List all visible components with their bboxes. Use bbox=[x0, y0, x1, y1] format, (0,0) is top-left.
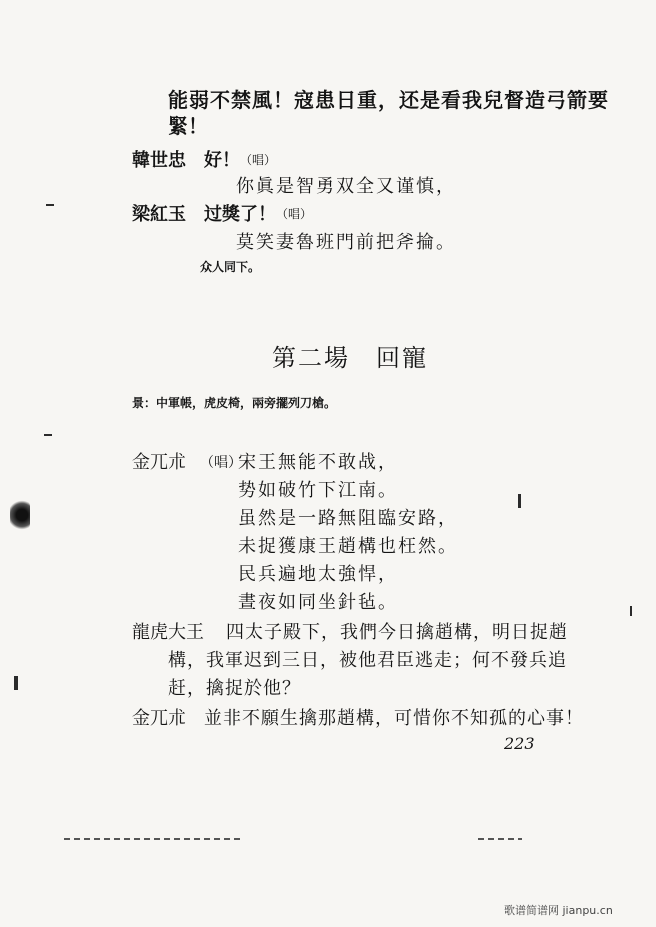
verse-line: 虽然是一路無阻臨安路， bbox=[238, 508, 458, 529]
stage-direction: （唱） bbox=[276, 207, 313, 221]
speaker-name: 金兀朮 bbox=[132, 708, 186, 729]
page-number: 223 bbox=[504, 734, 535, 753]
verse-line: 势如破竹下江南。 bbox=[238, 480, 398, 501]
scan-mark bbox=[14, 676, 18, 690]
stage-direction: （唱） bbox=[200, 455, 242, 471]
speaker-name: 龍虎大王 bbox=[132, 622, 204, 643]
verse-line: 未捉獲康王趙構也枉然。 bbox=[238, 536, 458, 557]
verse-line: 晝夜如同坐針毡。 bbox=[238, 592, 398, 613]
footer-rule bbox=[478, 838, 522, 840]
dialogue-line: 过獎了！ bbox=[204, 204, 276, 225]
verse-line: 你眞是智勇双全又谨慎， bbox=[236, 176, 456, 197]
dialogue-line: 好！ bbox=[204, 150, 240, 171]
scan-mark bbox=[44, 434, 52, 436]
dialogue-line: 能弱不禁風！寇患日重，还是看我兒督造弓箭要 bbox=[168, 88, 609, 112]
dialogue-line: 緊！ bbox=[168, 114, 208, 138]
watermark: 歌谱简谱网 jianpu.cn bbox=[504, 904, 613, 917]
scene-title: 第二場 回寵 bbox=[272, 344, 428, 372]
dialogue-line: 赶，擒捉於他？ bbox=[168, 678, 301, 699]
dialogue-line: 構，我軍迟到三日，被他君臣逃走；何不發兵追 bbox=[168, 650, 567, 671]
footer-rule bbox=[64, 838, 244, 840]
dialogue-line: 四太子殿下，我們今日擒趙構，明日捉趙 bbox=[226, 622, 568, 643]
stage-direction: （唱） bbox=[240, 153, 277, 167]
scan-mark bbox=[46, 204, 54, 206]
verse-line: 宋王無能不敢战， bbox=[238, 452, 398, 473]
scan-mark bbox=[630, 606, 632, 616]
verse-line: 莫笑妻魯班門前把斧掄。 bbox=[236, 232, 456, 253]
speaker-name: 韓世忠 bbox=[132, 150, 186, 171]
speaker-name: 金兀朮 bbox=[132, 452, 186, 473]
scan-mark bbox=[518, 494, 521, 508]
verse-line: 民兵遍地太強悍， bbox=[238, 564, 398, 585]
stage-direction: 众人同下。 bbox=[200, 260, 261, 274]
scan-blot bbox=[10, 500, 30, 530]
scene-setting: 景：中軍帳，虎皮椅，兩旁擺列刀槍。 bbox=[132, 396, 337, 410]
dialogue-line: 並非不願生擒那趙構，可惜你不知孤的心事！ bbox=[204, 708, 584, 729]
speaker-name: 梁紅玉 bbox=[132, 204, 186, 225]
